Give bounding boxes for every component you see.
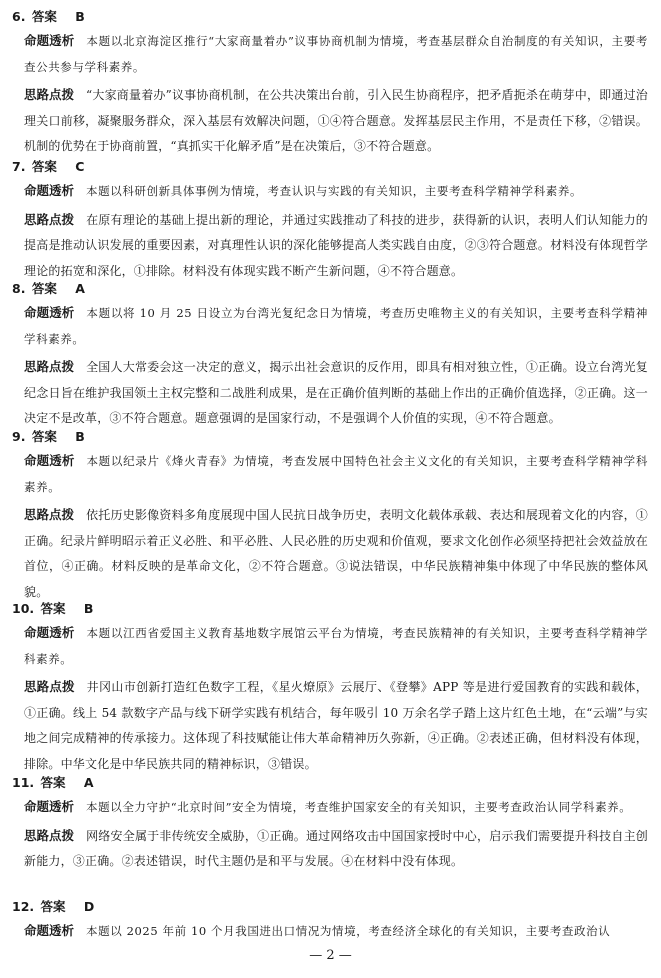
answer-value: A	[83, 775, 94, 790]
question-9	[12, 428, 648, 605]
hint-text: 井冈山市创新打造红色数字工程，《星火燎原》云展厅、《登攀》APP 等是进行爱国教育的实践和载体，①正确。线上 54 款数字产品与线下研学实践有机结合，每年吸引 10 万余名学子踏上这片红色土地，在“云端”与实地之间完成精神的传承接力。这体现了科技赋能让伟大革命精神历久弥新，④正确。②表述正确，但材料没有体现，排除。中华文化是中华民族共同的精神标识，③错误。	[24, 680, 648, 771]
hint-text: 依托历史影像资料多角度展现中国人民抗日战争历史，表明文化载体承载、表达和展现着文化的内容，①正确。纪录片鲜明昭示着正义必胜、和平必胜、人民必胜的历史观和价值观，要求文化创作必须坚持把社会效益放在首位，④正确。材料反映的是革命文化，②不符合题意。③说法错误，中华民族精神集中体现了中华民族的整体风貌。	[24, 508, 648, 599]
analysis-label: 命题透析	[24, 33, 75, 48]
answer-line	[12, 280, 648, 298]
hint-block	[12, 823, 648, 875]
analysis-label: 命题透析	[24, 183, 75, 198]
question-12	[12, 898, 648, 944]
hint-block	[12, 502, 648, 605]
answer-label: 答案	[40, 899, 66, 914]
answer-line	[12, 8, 648, 26]
hint-text: “大家商量着办”议事协商机制，在公共决策出台前，引入民生协商程序，把矛盾扼杀在萌芽中，即通过治理关口前移，凝聚服务群众，深入基层有效解决问题，①④符合题意。发挥基层民主作用，不是责任下移，②错误。机制的优势在于协商前置，“真抓实干化解矛盾”是在决策后，③不符合题意。	[24, 88, 648, 153]
question-number: 11.	[12, 775, 35, 790]
analysis-block	[12, 300, 648, 352]
answer-value: B	[75, 9, 85, 24]
hint-block	[12, 207, 648, 285]
hint-label: 思路点拨	[24, 211, 75, 227]
analysis-block	[12, 28, 648, 80]
question-number: 8.	[12, 281, 26, 296]
answer-line	[12, 898, 648, 916]
analysis-text: 本题以 2025 年前 10 个月我国进出口情况为情境，考查经济全球化的有关知识，主要考查政治认	[86, 924, 611, 938]
analysis-text: 本题以北京海淀区推行“大家商量着办”议事协商机制为情境，考查基层群众自治制度的有关知识，主要考查公共参与学科素养。	[24, 34, 648, 74]
question-number: 7.	[12, 159, 26, 174]
question-number: 10.	[12, 601, 35, 616]
page-number: — 2 —	[309, 948, 352, 963]
answer-value: C	[75, 159, 85, 174]
hint-label: 思路点拨	[24, 679, 75, 694]
question-10	[12, 600, 648, 777]
hint-label: 思路点拨	[24, 507, 75, 522]
analysis-block	[12, 620, 648, 672]
question-7	[12, 158, 648, 284]
question-8	[12, 280, 648, 432]
answer-value: B	[83, 601, 94, 616]
analysis-text: 本题以全力守护“北京时间”安全为情境，考查维护国家安全的有关知识，主要考查政治认同学科素养。	[86, 800, 632, 814]
analysis-block	[12, 178, 648, 205]
answer-label: 答案	[40, 601, 66, 616]
analysis-text: 本题以江西省爱国主义教育基地数字展馆云平台为情境，考查民族精神的有关知识，主要考查科学精神学科素养。	[24, 626, 648, 666]
question-number: 6.	[12, 9, 26, 24]
question-number: 12.	[12, 899, 35, 914]
analysis-label: 命题透析	[24, 625, 75, 640]
answer-value: A	[75, 281, 85, 296]
answer-line	[12, 600, 648, 618]
analysis-label: 命题透析	[24, 453, 75, 468]
answer-line	[12, 158, 648, 176]
answer-line	[12, 428, 648, 446]
answer-value: D	[83, 899, 95, 914]
analysis-text: 本题以将 10 月 25 日设立为台湾光复纪念日为情境，考查历史唯物主义的有关知识，主要考查科学精神学科素养。	[24, 306, 648, 346]
analysis-block	[12, 918, 648, 944]
hint-label: 思路点拨	[24, 827, 75, 843]
analysis-text: 本题以科研创新具体事例为情境，考查认识与实践的有关知识，主要考查科学精神学科素养。	[86, 184, 583, 198]
answer-line	[12, 774, 648, 792]
analysis-label: 命题透析	[24, 799, 75, 814]
answer-label: 答案	[31, 429, 57, 444]
question-6	[12, 8, 648, 160]
hint-text: 全国人大常委会这一决定的意义，揭示出社会意识的反作用，即具有相对独立性，①正确。设立台湾光复纪念日旨在维护我国领土主权完整和二战胜利成果，是在正确价值判断的基础上作出的正确价值选择，②正确。这一决定不是改革，③不符合题意。题意强调的是国家行动，不是强调个人价值的实现，④不符合题意。	[24, 360, 648, 425]
hint-text: 网络安全属于非传统安全威胁，①正确。通过网络攻击中国国家授时中心，启示我们需要提升科技自主创新能力，③正确。②表述错误，时代主题仍是和平与发展。④在材料中没有体现。	[24, 828, 648, 868]
hint-block	[12, 82, 648, 160]
hint-block	[12, 674, 648, 777]
answer-label: 答案	[31, 159, 57, 174]
answer-label: 答案	[31, 9, 57, 24]
question-11	[12, 774, 648, 875]
analysis-label: 命题透析	[24, 305, 75, 320]
question-number: 9.	[12, 429, 26, 444]
hint-text: 在原有理论的基础上提出新的理论，并通过实践推动了科技的进步，获得新的认识，表明人们认知能力的提高是推动认识发展的重要因素，对真理性认识的深化能够提高人类实践自由度，②③符合题意。材料没有体现哲学理论的拓宽和深化，①排除。材料没有体现实践不断产生新问题，④不符合题意。	[24, 212, 648, 278]
analysis-text: 本题以纪录片《烽火青春》为情境，考查发展中国特色社会主义文化的有关知识，主要考查科学精神学科素养。	[24, 454, 648, 494]
hint-block	[12, 354, 648, 432]
answer-label: 答案	[31, 281, 57, 296]
analysis-block	[12, 794, 648, 821]
answer-label: 答案	[40, 775, 66, 790]
hint-label: 思路点拨	[24, 359, 75, 374]
answer-value: B	[75, 429, 85, 444]
analysis-block	[12, 448, 648, 500]
analysis-label: 命题透析	[24, 923, 75, 938]
hint-label: 思路点拨	[24, 87, 75, 102]
